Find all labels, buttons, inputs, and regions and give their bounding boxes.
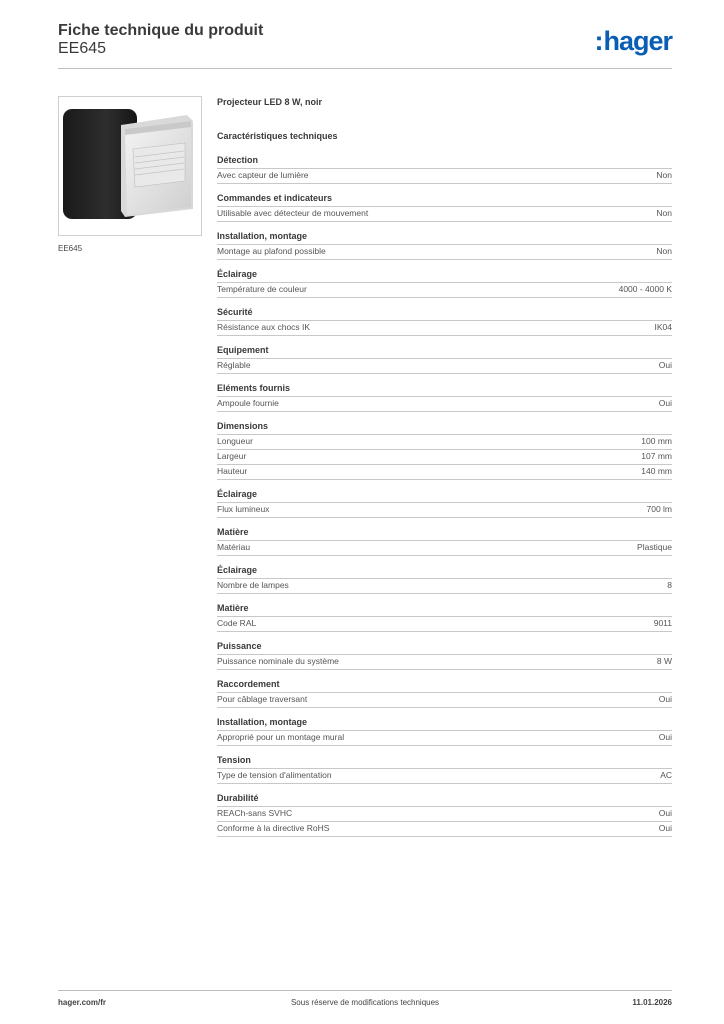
footer-disclaimer: Sous réserve de modifications techniques <box>290 998 440 1007</box>
specifications <box>217 96 672 837</box>
spec-label: Matériau <box>217 542 251 552</box>
spec-value: Oui <box>658 694 672 704</box>
spec-row <box>217 245 672 260</box>
logo-text: hager <box>603 26 672 56</box>
logo-colon-icon: : <box>594 26 603 56</box>
spec-group <box>217 298 672 336</box>
spec-value: 8 W <box>656 656 672 666</box>
spec-value: IK04 <box>654 322 672 332</box>
spec-label: Type de tension d'alimentation <box>217 770 332 780</box>
spec-row <box>217 321 672 336</box>
spec-group <box>217 784 672 837</box>
spec-label: Nombre de lampes <box>217 580 289 590</box>
spec-label: Avec capteur de lumière <box>217 170 309 180</box>
spec-group <box>217 556 672 594</box>
header-divider <box>58 68 672 69</box>
spec-group <box>217 746 672 784</box>
spec-group <box>217 184 672 222</box>
spec-value: 4000 - 4000 K <box>618 284 672 294</box>
spec-group <box>217 374 672 412</box>
spec-row <box>217 769 672 784</box>
spec-value: Oui <box>658 823 672 833</box>
spec-group <box>217 632 672 670</box>
spec-group-title: Durabilité <box>217 784 672 807</box>
spec-label: Largeur <box>217 451 247 461</box>
spec-group <box>217 708 672 746</box>
spec-group-title: Equipement <box>217 336 672 359</box>
spec-value: Oui <box>658 398 672 408</box>
spec-value: 9011 <box>653 618 672 628</box>
spec-value: Oui <box>658 360 672 370</box>
spec-label: Pour câblage traversant <box>217 694 308 704</box>
spec-group-title: Détection <box>217 146 672 169</box>
spec-row <box>217 617 672 632</box>
spec-group-title: Dimensions <box>217 412 672 435</box>
page-header <box>58 22 672 58</box>
spec-group-title: Éclairage <box>217 556 672 579</box>
product-code: EE645 <box>58 40 107 57</box>
spec-label: Réglable <box>217 360 251 370</box>
spec-label: Longueur <box>217 436 253 446</box>
footer-website: hager.com/fr <box>58 998 107 1007</box>
spec-group-title: Installation, montage <box>217 708 672 731</box>
spec-group <box>217 260 672 298</box>
spec-label: Ampoule fournie <box>217 398 279 408</box>
spec-group <box>217 480 672 518</box>
spec-value: 8 <box>667 580 672 590</box>
spec-group-title: Matière <box>217 594 672 617</box>
floodlight-illustration-icon <box>59 97 201 235</box>
spec-row <box>217 693 672 708</box>
spec-value: Non <box>656 170 672 180</box>
product-name: Projecteur LED 8 W, noir <box>217 97 323 107</box>
spec-groups <box>217 146 672 837</box>
spec-row <box>217 435 672 450</box>
spec-group <box>217 594 672 632</box>
section-heading: Caractéristiques techniques <box>217 131 338 141</box>
spec-row <box>217 359 672 374</box>
spec-label: Résistance aux chocs IK <box>217 322 311 332</box>
spec-value: 100 mm <box>641 436 672 446</box>
spec-group-title: Eléments fournis <box>217 374 672 397</box>
footer-date: 11.01.2026 <box>632 998 672 1007</box>
product-image <box>58 96 202 236</box>
spec-value: Oui <box>658 732 672 742</box>
spec-label: Approprié pour un montage mural <box>217 732 345 742</box>
spec-value: 107 mm <box>641 451 672 461</box>
spec-value: Non <box>656 208 672 218</box>
spec-row <box>217 207 672 222</box>
footer-divider <box>58 990 672 991</box>
spec-row <box>217 731 672 746</box>
hager-logo <box>594 27 672 55</box>
spec-group-title: Tension <box>217 746 672 769</box>
spec-row <box>217 283 672 298</box>
spec-label: Conforme à la directive RoHS <box>217 823 330 833</box>
spec-row <box>217 655 672 670</box>
spec-group-title: Puissance <box>217 632 672 655</box>
spec-value: Non <box>656 246 672 256</box>
image-caption: EE645 <box>58 244 83 253</box>
spec-row <box>217 807 672 822</box>
spec-value: Oui <box>658 808 672 818</box>
spec-group-title: Sécurité <box>217 298 672 321</box>
spec-group-title: Commandes et indicateurs <box>217 184 672 207</box>
spec-group-title: Raccordement <box>217 670 672 693</box>
spec-group-title: Matière <box>217 518 672 541</box>
spec-label: Température de couleur <box>217 284 307 294</box>
spec-label: Utilisable avec détecteur de mouvement <box>217 208 369 218</box>
spec-label: REACh-sans SVHC <box>217 808 293 818</box>
spec-row <box>217 465 672 480</box>
spec-label: Code RAL <box>217 618 257 628</box>
spec-label: Puissance nominale du système <box>217 656 339 666</box>
spec-row <box>217 579 672 594</box>
spec-row <box>217 169 672 184</box>
spec-value: Plastique <box>637 542 672 552</box>
spec-row <box>217 450 672 465</box>
spec-label: Montage au plafond possible <box>217 246 326 256</box>
spec-label: Hauteur <box>217 466 248 476</box>
spec-row <box>217 541 672 556</box>
spec-row <box>217 397 672 412</box>
document-title: Fiche technique du produit <box>58 22 264 39</box>
spec-group-title: Éclairage <box>217 260 672 283</box>
spec-group <box>217 336 672 374</box>
spec-row <box>217 822 672 837</box>
spec-value: AC <box>660 770 672 780</box>
spec-row <box>217 503 672 518</box>
spec-group <box>217 518 672 556</box>
spec-group <box>217 670 672 708</box>
spec-group <box>217 222 672 260</box>
spec-value: 700 lm <box>646 504 672 514</box>
spec-group <box>217 412 672 480</box>
spec-value: 140 mm <box>641 466 672 476</box>
spec-group-title: Installation, montage <box>217 222 672 245</box>
spec-group-title: Éclairage <box>217 480 672 503</box>
spec-label: Flux lumineux <box>217 504 270 514</box>
spec-group <box>217 146 672 184</box>
